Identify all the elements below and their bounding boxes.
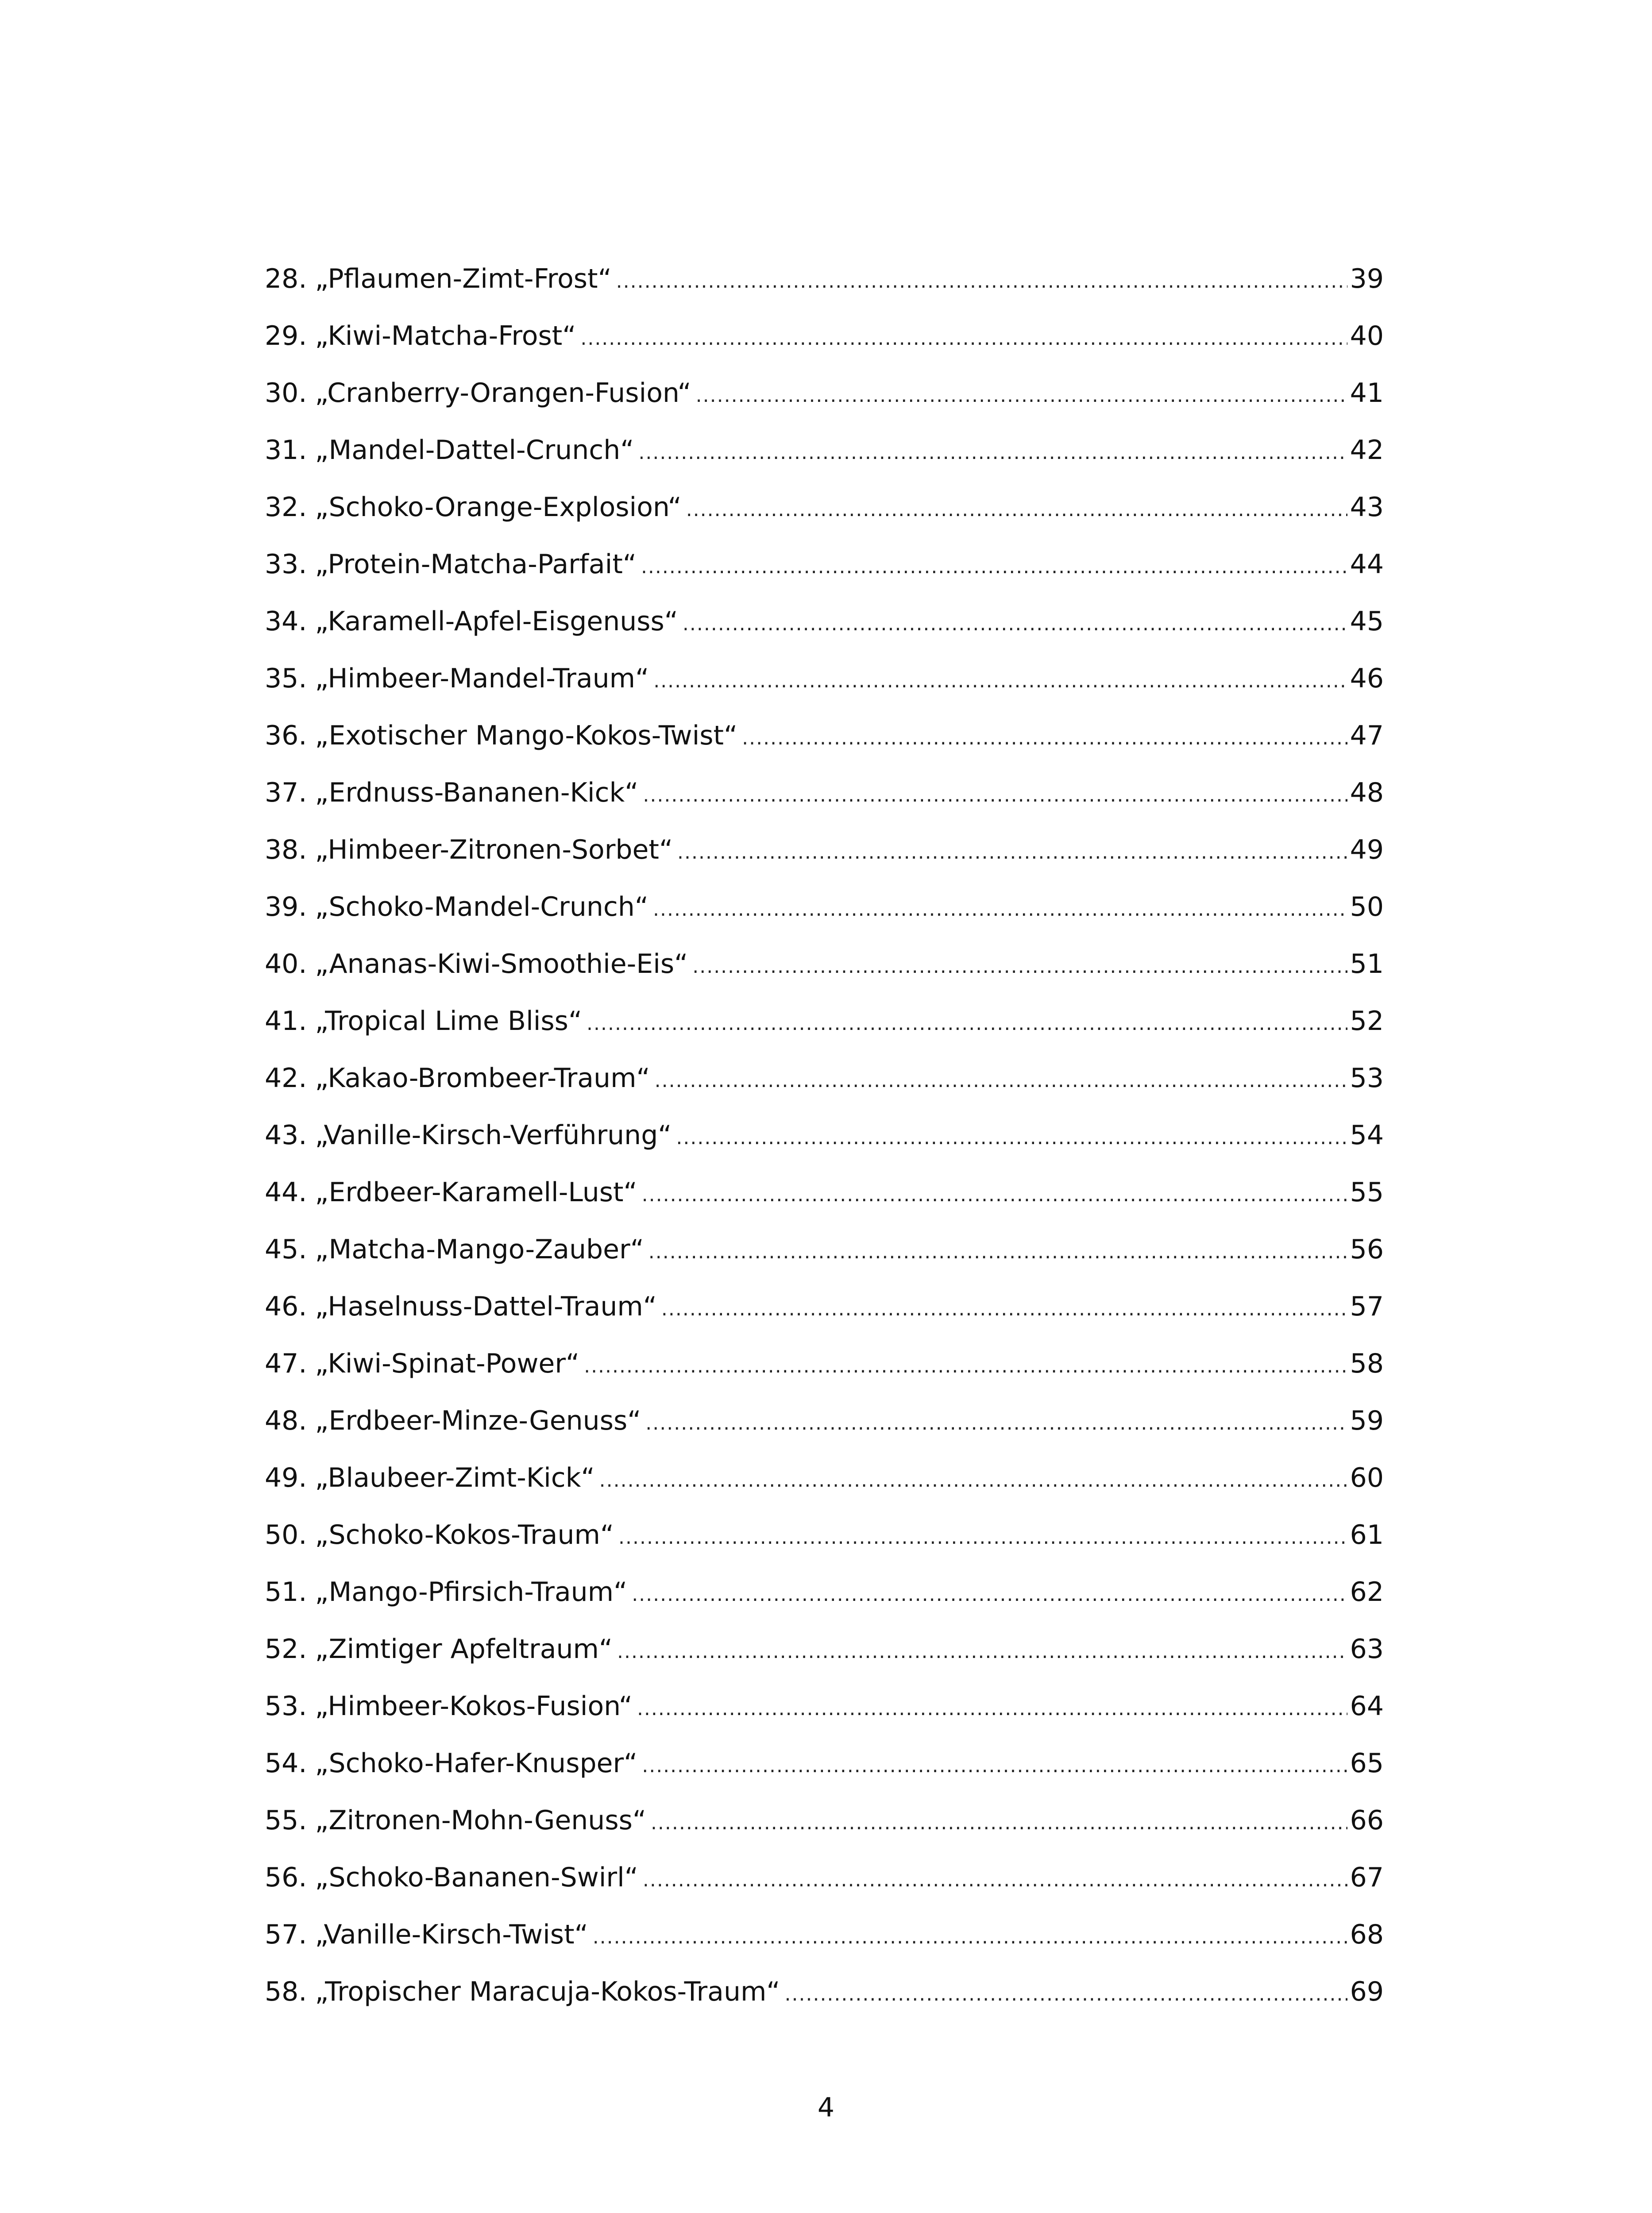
toc-entry-page: 56 [1350, 1234, 1384, 1265]
toc-entry-page: 67 [1350, 1862, 1384, 1893]
toc-entry-title: „Schoko-Orange-Explosion“ [315, 492, 682, 523]
toc-dot-leader [655, 1063, 1347, 1099]
toc-entry[interactable] [265, 889, 1384, 946]
toc-dot-leader [616, 264, 1347, 299]
toc-entry-title: „Himbeer-Zitronen-Sorbet“ [315, 834, 673, 865]
toc-entry[interactable] [265, 1517, 1384, 1574]
toc-entry-title: „Schoko-Mandel-Crunch“ [315, 891, 648, 922]
toc-entry[interactable] [265, 946, 1384, 1003]
toc-entry-title: „Erdnuss-Bananen-Kick“ [315, 777, 639, 808]
toc-entry-title: „Zitronen-Mohn-Genuss“ [315, 1805, 646, 1836]
toc-entry-number: 44. [265, 1177, 307, 1208]
toc-entry-page: 50 [1350, 891, 1384, 922]
toc-entry[interactable] [265, 432, 1384, 490]
toc-entry-number: 56. [265, 1862, 307, 1893]
toc-dot-leader [653, 663, 1347, 699]
toc-entry-title: „Kakao-Brombeer-Traum“ [315, 1063, 650, 1094]
toc-entry-page: 61 [1350, 1519, 1384, 1550]
toc-dot-leader [686, 492, 1347, 528]
toc-entry[interactable] [265, 718, 1384, 775]
toc-entry-page: 39 [1350, 263, 1384, 294]
toc-entry[interactable] [265, 1689, 1384, 1746]
toc-entry[interactable] [265, 604, 1384, 661]
toc-entry[interactable] [265, 1403, 1384, 1460]
toc-dot-leader [580, 321, 1347, 356]
table-of-contents [265, 261, 1384, 2031]
toc-entry-number: 39. [265, 891, 307, 922]
toc-dot-leader [661, 1292, 1347, 1327]
toc-entry-page: 62 [1350, 1577, 1384, 1608]
toc-dot-leader [637, 1691, 1347, 1727]
toc-entry[interactable] [265, 1003, 1384, 1060]
toc-dot-leader [643, 1862, 1347, 1898]
toc-entry-number: 34. [265, 606, 307, 637]
toc-entry-number: 42. [265, 1063, 307, 1094]
toc-dot-leader [638, 435, 1347, 470]
toc-entry-number: 57. [265, 1919, 307, 1950]
toc-dot-leader [651, 1805, 1347, 1841]
toc-entry-title: „Protein-Matcha-Parfait“ [315, 549, 637, 580]
toc-dot-leader [676, 1120, 1347, 1156]
toc-entry-page: 58 [1350, 1348, 1384, 1379]
toc-entry-page: 59 [1350, 1405, 1384, 1436]
toc-entry-title: „Cranberry-Orangen-Fusion“ [315, 378, 691, 409]
toc-entry-number: 58. [265, 1976, 307, 2007]
page-number: 4 [817, 2092, 835, 2123]
toc-entry-number: 40. [265, 948, 307, 979]
toc-entry-number: 28. [265, 263, 307, 294]
toc-entry-number: 29. [265, 320, 307, 351]
toc-entry-number: 47. [265, 1348, 307, 1379]
toc-entry-title: „Ananas-Kiwi-Smoothie-Eis“ [315, 948, 688, 979]
toc-entry-number: 49. [265, 1462, 307, 1493]
toc-entry-page: 52 [1350, 1006, 1384, 1037]
toc-entry-title: „Exotischer Mango-Kokos-Twist“ [315, 720, 738, 751]
toc-entry-number: 48. [265, 1405, 307, 1436]
toc-dot-leader [587, 1006, 1347, 1041]
toc-dot-leader [643, 778, 1347, 813]
toc-entry-number: 51. [265, 1577, 307, 1608]
toc-entry-title: „Schoko-Bananen-Swirl“ [315, 1862, 638, 1893]
toc-entry-title: „Erdbeer-Minze-Genuss“ [315, 1405, 641, 1436]
toc-entry-number: 36. [265, 720, 307, 751]
toc-entry[interactable] [265, 1860, 1384, 1917]
toc-dot-leader [584, 1349, 1347, 1384]
toc-entry-title: „Matcha-Mango-Zauber“ [315, 1234, 644, 1265]
toc-entry-number: 37. [265, 777, 307, 808]
toc-dot-leader [617, 1634, 1347, 1669]
toc-entry-title: „Zimtiger Apfeltraum“ [315, 1634, 613, 1665]
toc-entry[interactable] [265, 261, 1384, 318]
toc-dot-leader [677, 835, 1347, 870]
toc-entry-page: 57 [1350, 1291, 1384, 1322]
toc-entry-number: 38. [265, 834, 307, 865]
toc-entry[interactable] [265, 1060, 1384, 1118]
toc-entry-page: 60 [1350, 1462, 1384, 1493]
toc-entry[interactable] [265, 1803, 1384, 1860]
toc-entry-title: „Pflaumen-Zimt-Frost“ [315, 263, 612, 294]
toc-entry-number: 50. [265, 1519, 307, 1550]
toc-entry-page: 55 [1350, 1177, 1384, 1208]
toc-entry-number: 43. [265, 1120, 307, 1151]
toc-entry-number: 33. [265, 549, 307, 580]
toc-entry-page: 64 [1350, 1691, 1384, 1722]
toc-entry-number: 32. [265, 492, 307, 523]
toc-entry-title: „Kiwi-Spinat-Power“ [315, 1348, 580, 1379]
toc-entry[interactable] [265, 1118, 1384, 1175]
toc-dot-leader [645, 1406, 1347, 1441]
toc-entry-page: 45 [1350, 606, 1384, 637]
toc-dot-leader [648, 1234, 1347, 1270]
toc-entry-title: „Vanille-Kirsch-Verführung“ [315, 1120, 672, 1151]
toc-entry-title: „Mandel-Dattel-Crunch“ [315, 435, 634, 466]
toc-entry-number: 52. [265, 1634, 307, 1665]
toc-entry-number: 55. [265, 1805, 307, 1836]
toc-entry-title: „Schoko-Kokos-Traum“ [315, 1519, 614, 1550]
toc-entry-page: 41 [1350, 378, 1384, 409]
toc-entry-number: 53. [265, 1691, 307, 1722]
toc-entry-number: 30. [265, 378, 307, 409]
toc-entry[interactable] [265, 1289, 1384, 1346]
toc-entry-title: „Vanille-Kirsch-Twist“ [315, 1919, 588, 1950]
toc-entry-title: „Tropischer Maracuja-Kokos-Traum“ [315, 1976, 780, 2007]
toc-entry[interactable] [265, 1232, 1384, 1289]
toc-entry[interactable] [265, 1460, 1384, 1517]
toc-entry-title: „Erdbeer-Karamell-Lust“ [315, 1177, 637, 1208]
toc-dot-leader [683, 606, 1347, 642]
toc-dot-leader [642, 1177, 1347, 1213]
toc-entry[interactable] [265, 318, 1384, 375]
toc-entry-title: „Mango-Pfirsich-Traum“ [315, 1577, 628, 1608]
toc-entry[interactable] [265, 1746, 1384, 1803]
toc-entry-page: 44 [1350, 549, 1384, 580]
toc-entry-number: 35. [265, 663, 307, 694]
toc-dot-leader [785, 1977, 1347, 2012]
toc-entry-page: 53 [1350, 1063, 1384, 1094]
toc-dot-leader [641, 549, 1347, 585]
toc-entry[interactable] [265, 490, 1384, 547]
toc-entry[interactable] [265, 1974, 1384, 2031]
toc-entry[interactable] [265, 547, 1384, 604]
toc-entry[interactable] [265, 775, 1384, 832]
toc-entry-number: 31. [265, 435, 307, 466]
toc-entry[interactable] [265, 375, 1384, 432]
toc-dot-leader [692, 949, 1347, 984]
toc-entry-title: „Kiwi-Matcha-Frost“ [315, 320, 576, 351]
toc-entry-title: „Himbeer-Mandel-Traum“ [315, 663, 649, 694]
toc-dot-leader [632, 1577, 1347, 1612]
toc-entry[interactable] [265, 661, 1384, 718]
toc-entry-page: 65 [1350, 1748, 1384, 1779]
toc-dot-leader [696, 378, 1347, 413]
toc-entry-page: 40 [1350, 320, 1384, 351]
toc-entry-number: 45. [265, 1234, 307, 1265]
toc-entry[interactable] [265, 1917, 1384, 1974]
toc-entry-number: 41. [265, 1006, 307, 1037]
toc-entry-page: 69 [1350, 1976, 1384, 2007]
toc-entry-page: 42 [1350, 435, 1384, 466]
toc-entry-page: 63 [1350, 1634, 1384, 1665]
toc-dot-leader [642, 1748, 1347, 1784]
toc-entry-page: 46 [1350, 663, 1384, 694]
toc-entry-title: „Blaubeer-Zimt-Kick“ [315, 1462, 595, 1493]
toc-entry-page: 49 [1350, 834, 1384, 865]
toc-dot-leader [742, 721, 1347, 756]
toc-entry-page: 68 [1350, 1919, 1384, 1950]
toc-entry-title: „Haselnuss-Dattel-Traum“ [315, 1291, 657, 1322]
toc-entry-page: 66 [1350, 1805, 1384, 1836]
toc-entry-page: 54 [1350, 1120, 1384, 1151]
toc-entry-page: 43 [1350, 492, 1384, 523]
toc-dot-leader [653, 892, 1347, 927]
toc-dot-leader [599, 1463, 1347, 1498]
toc-entry[interactable] [265, 1346, 1384, 1403]
toc-dot-leader [593, 1920, 1347, 1955]
toc-entry-title: „Schoko-Hafer-Knusper“ [315, 1748, 638, 1779]
toc-entry-title: „Tropical Lime Bliss“ [315, 1006, 583, 1037]
toc-entry[interactable] [265, 1574, 1384, 1631]
toc-entry-title: „Karamell-Apfel-Eisgenuss“ [315, 606, 678, 637]
toc-entry[interactable] [265, 832, 1384, 889]
toc-entry-title: „Himbeer-Kokos-Fusion“ [315, 1691, 633, 1722]
toc-entry-number: 54. [265, 1748, 307, 1779]
toc-entry[interactable] [265, 1175, 1384, 1232]
toc-entry[interactable] [265, 1631, 1384, 1689]
toc-entry-page: 51 [1350, 948, 1384, 979]
toc-dot-leader [618, 1520, 1347, 1555]
toc-entry-number: 46. [265, 1291, 307, 1322]
toc-entry-page: 47 [1350, 720, 1384, 751]
toc-entry-page: 48 [1350, 777, 1384, 808]
